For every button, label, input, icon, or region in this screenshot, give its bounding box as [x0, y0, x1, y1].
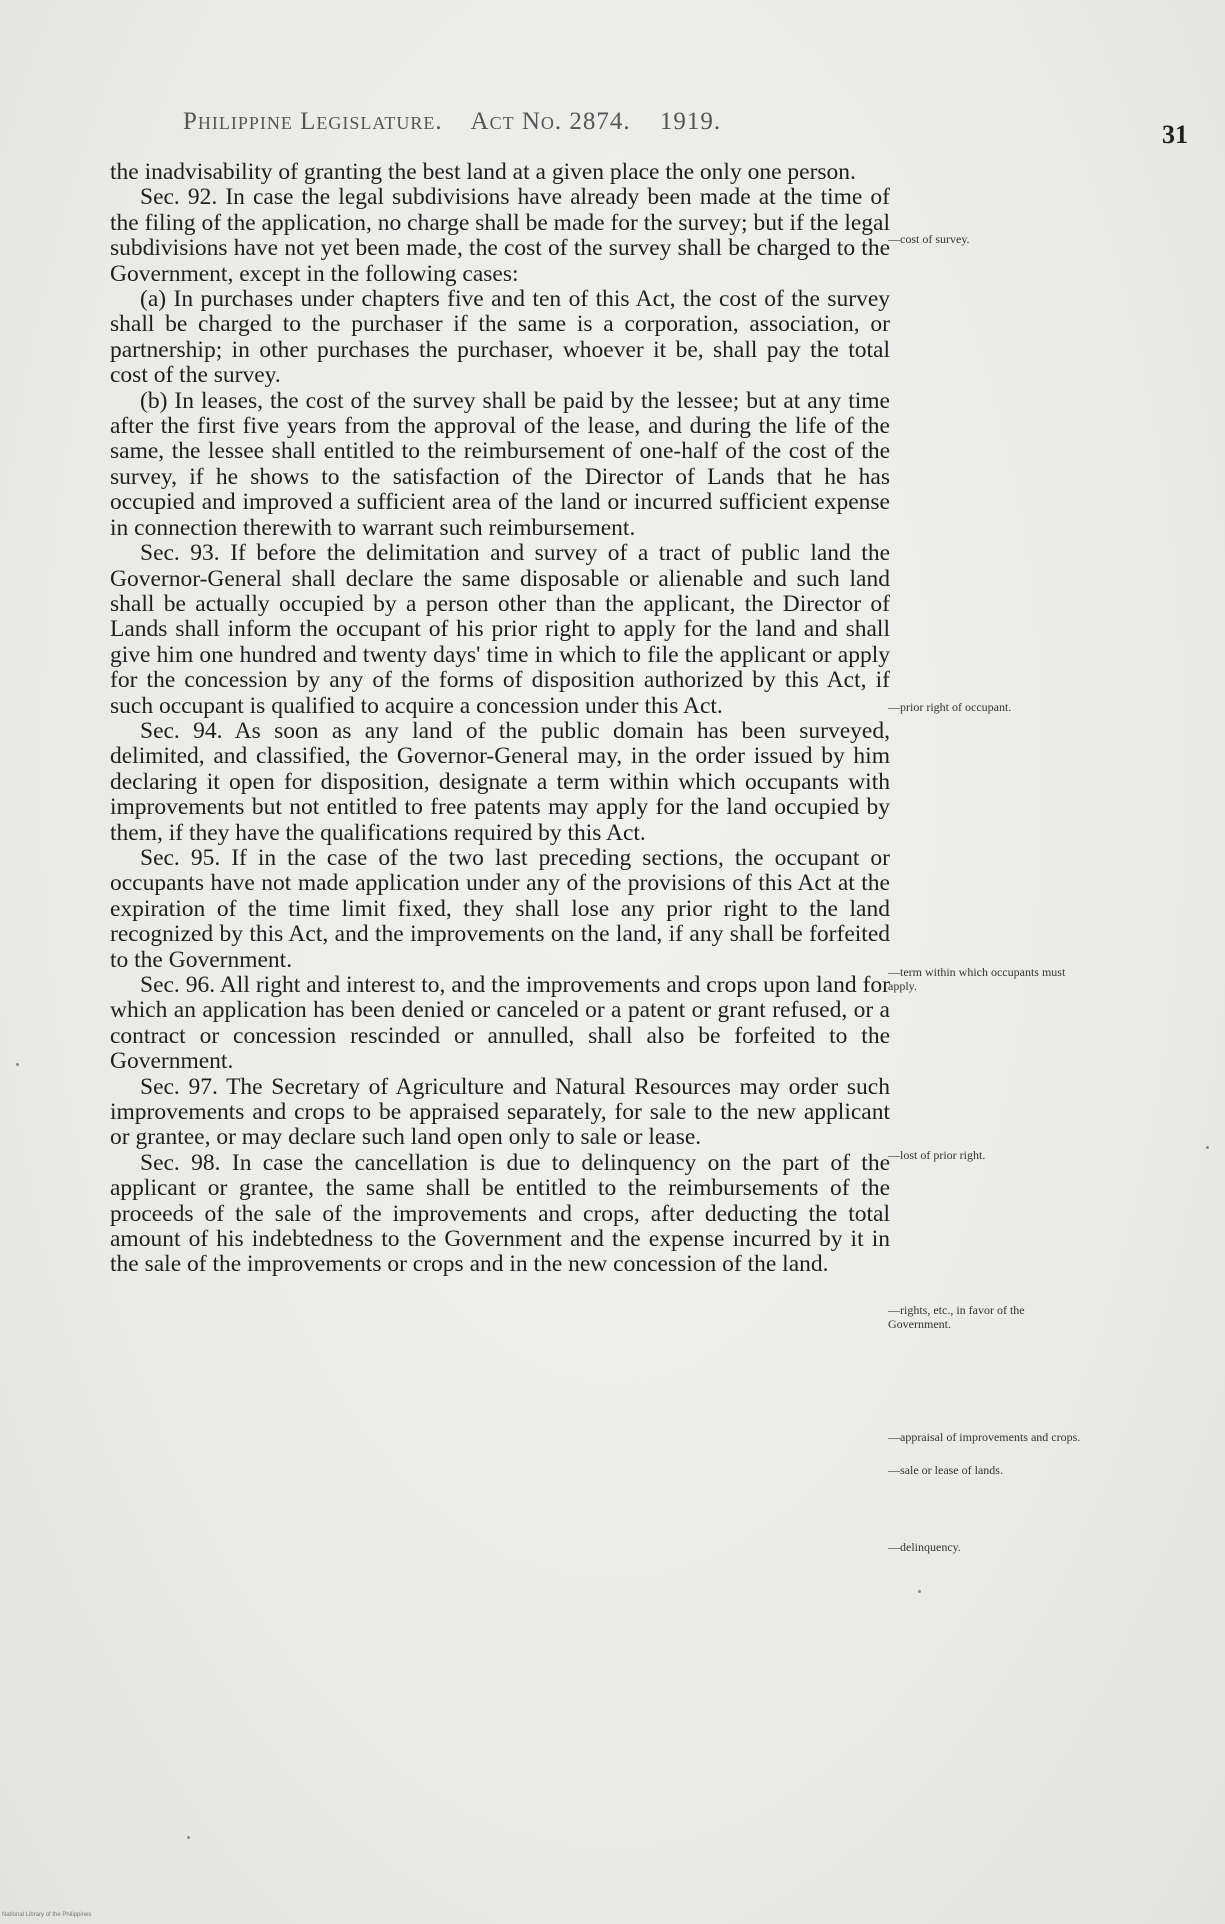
header-year: 1919. — [659, 108, 722, 135]
margin-note-sale-lease: —sale or lease of lands. — [888, 1463, 1003, 1477]
body-text — [110, 160, 890, 1278]
header-legislature: Philippine Legislature. — [183, 108, 443, 135]
section-93: Sec. 93. If before the delimitation and survey of a tract of public land the Governor-General shall declare the same disposable or alienable and such land shall be actually occupied by a person other than the applicant, the Director of Lands shall inform the occupant of his prior right to apply for the land and shall give him one hundred and twenty days' time in which to file the applicant or apply for the concession by any of the forms of disposition authorized by this Act, if such occupant is qualified to acquire a concession under this Act. — [110, 540, 890, 719]
clause-a: (a) In purchases under chapters five and ten of this Act, the cost of the survey shall be charged to the purchaser if the same is a corporation, association, or partnership; in other purchases the purchaser, whoever it be, shall pay the total cost of the survey. — [110, 286, 890, 389]
margin-note-rights-government: —rights, etc., in favor of the Government. — [888, 1303, 1025, 1331]
section-95: Sec. 95. If in the case of the two last preceding sections, the occupant or occupants have not made application under any of the provisions of this Act at the expiration of the time limit fixed, they shall lose any prior right to the land recognized by this Act, and the improvements on the land, if any shall be forfeited to the Government. — [110, 844, 890, 973]
page-number: 31 — [1162, 120, 1188, 149]
margin-note-appraisal: —appraisal of improvements and crops. — [888, 1430, 1081, 1444]
section-94: Sec. 94. As soon as any land of the public domain has been surveyed, delimited, and classified, the Governor-General may, in the order issued by him declaring it open for disposition, designate a term within which occupants with improvements but not entitled to free patents may apply for the land occupied by them, if they have the qualifications required by this Act. — [110, 717, 890, 846]
section-98: Sec. 98. In case the cancellation is due to delinquency on the part of the applicant or grantee, the same shall be entitled to the reimbursements of the proceeds of the sale of the improvements and crops, after deducting the total amount of his indebtedness to the Government and the expense incurred by it in the sale of the improvements or crops and in the new concession of the land. — [110, 1149, 890, 1278]
scan-footer: National Library of the Philippines — [2, 1912, 92, 1918]
section-97: Sec. 97. The Secretary of Agriculture and Natural Resources may order such improvements and crops to be appraised separately, for sale to the new applicant or grantee, or may declare such land open only to sale or lease. — [110, 1073, 890, 1151]
paragraph: the inadvisability of granting the best land at a given place the only one person. — [110, 159, 856, 185]
paper-speck — [16, 1063, 19, 1066]
margin-note-lost-prior-right: —lost of prior right. — [888, 1148, 986, 1162]
margin-note-delinquency: —delinquency. — [888, 1540, 961, 1554]
section-92: Sec. 92. In case the legal subdivisions have already been made at the time of the filing of the application, no charge shall be made for the survey; but if the legal subdivisions have not yet been made, the cost of the survey shall be charged to the Government, except in the following cases: — [110, 184, 890, 287]
running-header — [183, 108, 843, 136]
margin-note-prior-right: —prior right of occupant. — [888, 700, 1012, 714]
paper-speck — [1206, 1146, 1209, 1149]
section-96: Sec. 96. All right and interest to, and the improvements and crops upon land for which an application has been denied or canceled or a patent or grant refused, or a contract or concession rescinded or annulled, shall also be forfeited to the Government. — [110, 972, 890, 1075]
paper-speck — [187, 1836, 190, 1839]
paper-speck — [918, 1590, 921, 1593]
clause-b: (b) In leases, the cost of the survey shall be paid by the lessee; but at any time after the first five years from the approval of the lease, and during the life of the same, the lessee shall entitled to the reimbursement of one-half of the cost of the survey, if he shows to the satisfaction of the Director of Lands that he has occupied and improved a sufficient area of the land or incurred sufficient expense in connection therewith to warrant such reimbursement. — [110, 387, 890, 541]
margin-note-term: —term within which occupants must apply. — [888, 965, 1066, 993]
margin-note-cost-of-survey: —cost of survey. — [888, 232, 970, 246]
header-act: Act No. 2874. — [470, 108, 631, 135]
